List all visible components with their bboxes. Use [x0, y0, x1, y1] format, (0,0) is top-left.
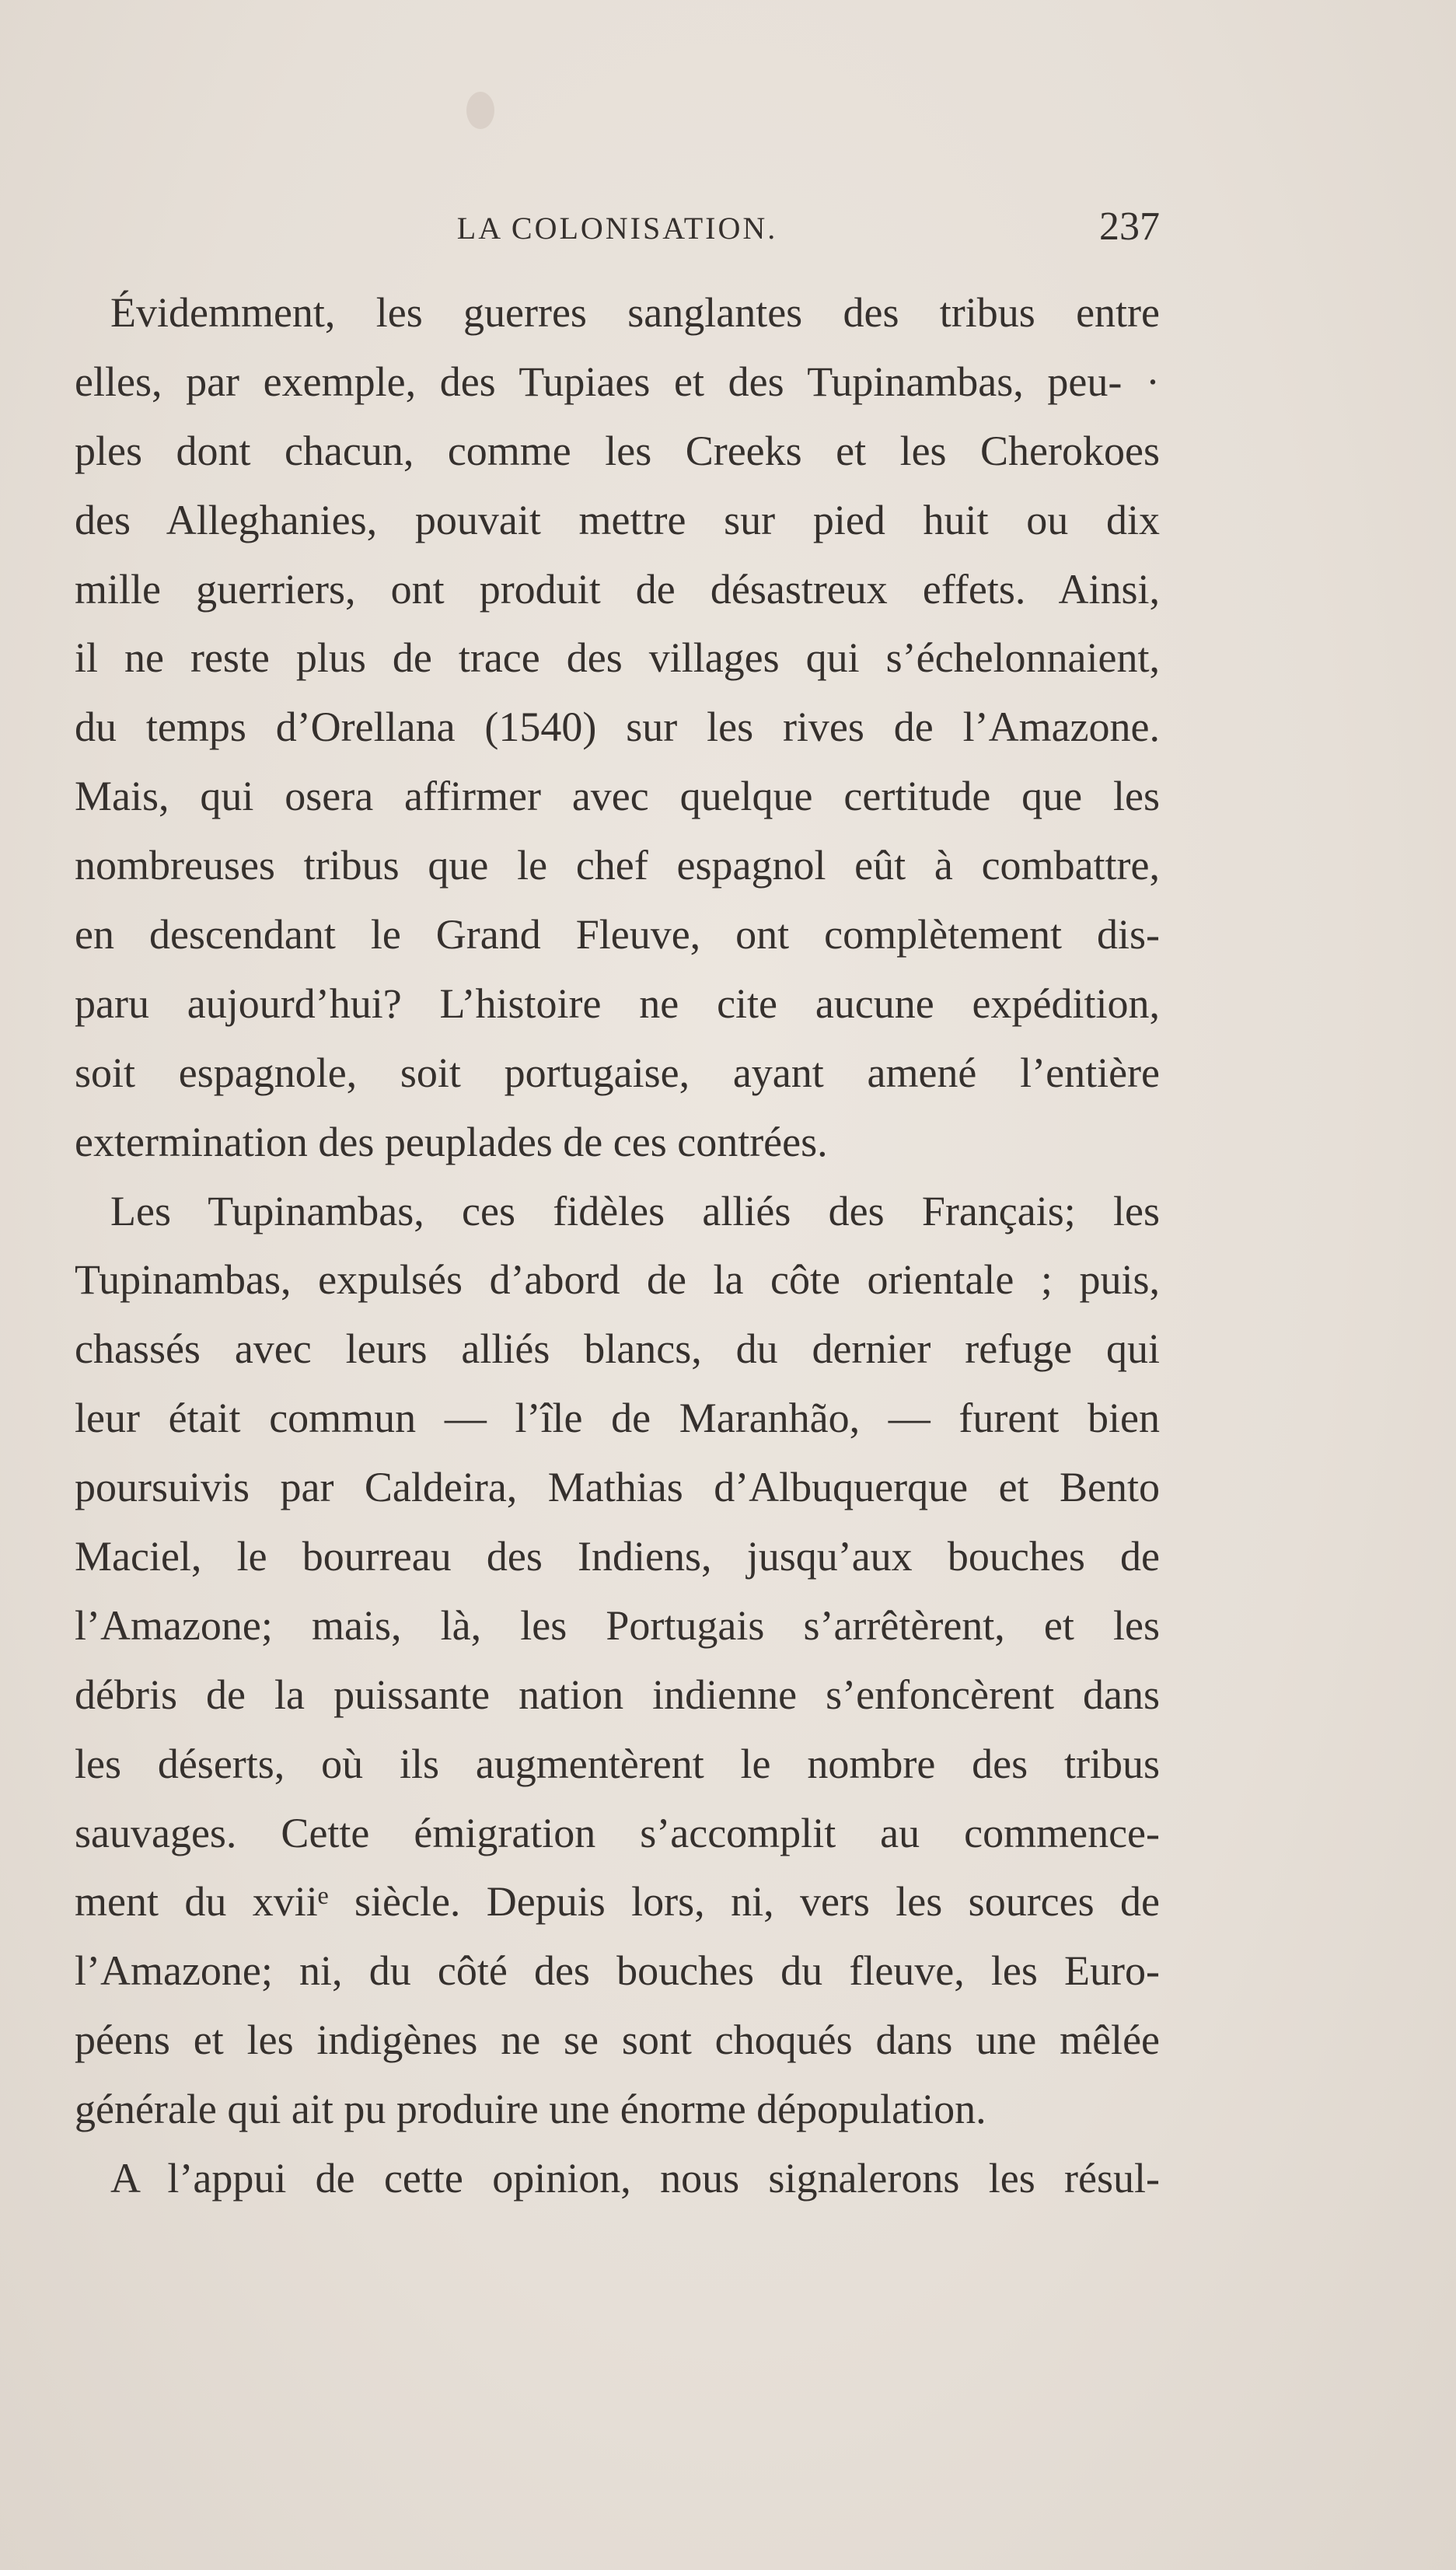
- text-line: chassés avec leurs alliés blancs, du dernier refuge qui: [75, 1325, 1160, 1373]
- text-line: Maciel, le bourreau des Indiens, jusqu’aux bouches de: [75, 1533, 1160, 1580]
- text-line: mille guerriers, ont produit de désastreux effets. Ainsi,: [75, 565, 1160, 613]
- text-line: débris de la puissante nation indienne s’enfoncèrent dans: [75, 1671, 1160, 1718]
- text-line: A l’appui de cette opinion, nous signalerons les résul-: [110, 2155, 1160, 2202]
- text-line: paru aujourd’hui? L’histoire ne cite aucune expédition,: [75, 979, 1160, 1027]
- text-line: du temps d’Orellana (1540) sur les rives de l’Amazone.: [75, 704, 1160, 751]
- text-line: Évidemment, les guerres sanglantes des tribus entre: [110, 289, 1160, 336]
- text-line: soit espagnole, soit portugaise, ayant amené l’entière: [75, 1049, 1160, 1096]
- text-line: Mais, qui osera affirmer avec quelque certitude que les: [75, 773, 1160, 820]
- text-line: elles, par exemple, des Tupiaes et des Tupinambas, peu- ·: [75, 358, 1160, 405]
- text-line: péens et les indigènes ne se sont choqués dans une mêlée: [75, 2017, 1160, 2064]
- text-line: en descendant le Grand Fleuve, ont complètement dis-: [75, 911, 1160, 959]
- text-line: l’Amazone; mais, là, les Portugais s’arrêtèrent, et les: [75, 1601, 1160, 1649]
- text-line: leur était commun — l’île de Maranhão, — furent bien: [75, 1395, 1160, 1442]
- text-line: il ne reste plus de trace des villages qui s’échelonnaient,: [75, 634, 1160, 682]
- text-line: nombreuses tribus que le chef espagnol eût à combattre,: [75, 842, 1160, 889]
- text-line: des Alleghanies, pouvait mettre sur pied huit ou dix: [75, 496, 1160, 543]
- text-line: Tupinambas, expulsés d’abord de la côte orientale ; puis,: [75, 1256, 1160, 1304]
- text-line: l’Amazone; ni, du côté des bouches du fleuve, les Euro-: [75, 1947, 1160, 1995]
- text-line: générale qui ait pu produire une énorme dépopulation.: [75, 2086, 986, 2133]
- text-line: ment du xviiᵉ siècle. Depuis lors, ni, vers les sources de: [75, 1878, 1160, 1926]
- page-number: 237: [1099, 204, 1160, 249]
- running-head: LA COLONISATION.: [456, 211, 778, 246]
- body-text: [75, 278, 1160, 2213]
- ink-smudge: [466, 92, 494, 129]
- text-line: ples dont chacun, comme les Creeks et les Cherokoes: [75, 427, 1160, 474]
- text-line: Les Tupinambas, ces fidèles alliés des Français; les: [110, 1187, 1160, 1234]
- text-line: extermination des peuplades de ces contrées.: [75, 1118, 828, 1165]
- text-line: sauvages. Cette émigration s’accomplit au commence-: [75, 1809, 1160, 1856]
- page-header: [75, 204, 1160, 258]
- text-line: les déserts, où ils augmentèrent le nombre des tribus: [75, 1740, 1160, 1787]
- text-line: poursuivis par Caldeira, Mathias d’Albuquerque et Bento: [75, 1464, 1160, 1511]
